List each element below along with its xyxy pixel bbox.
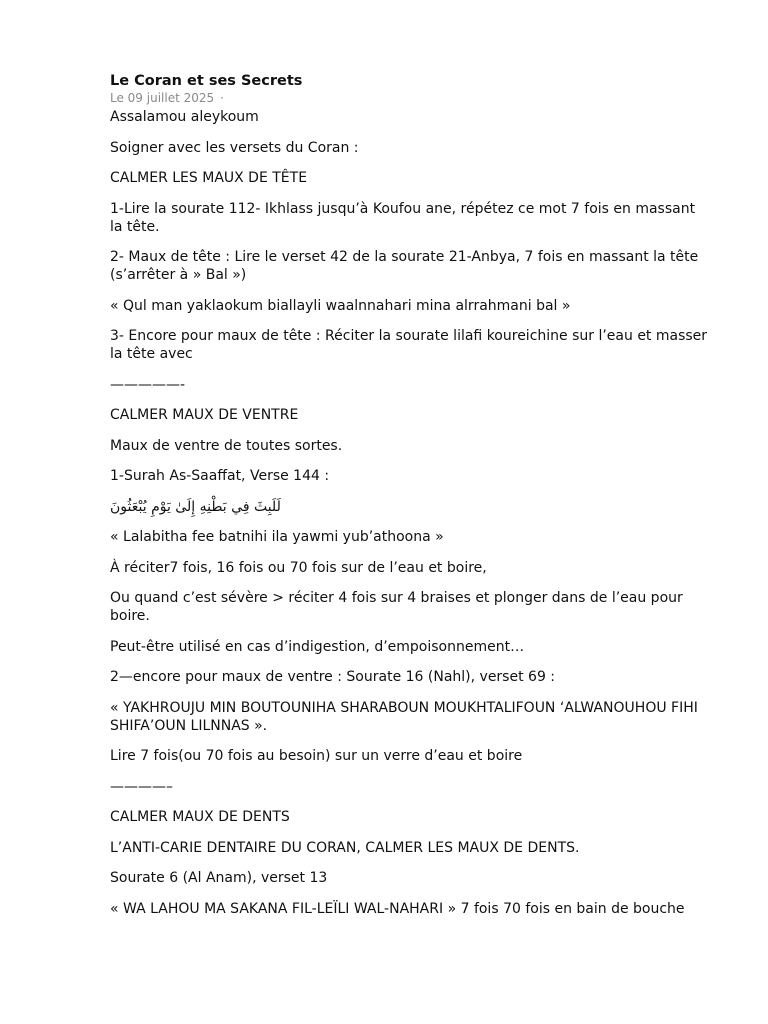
arabic-verse-text: لَلَبِثَ فِي بَطْنِهِ إِلَىٰ يَوْمِ يُبْعَثُونَ bbox=[110, 498, 281, 515]
paragraph: 2- Maux de tête : Lire le verset 42 de la sourate 21-Anbya, 7 fois en massant la tête (s’arrêter à » Bal ») bbox=[110, 249, 699, 283]
paragraph: « WA LAHOU MA SAKANA FIL-LEÏLI WAL-NAHARI » 7 fois 70 fois en bain de bouche bbox=[110, 900, 685, 917]
section-divider: ————– bbox=[110, 778, 173, 795]
section-heading-stomach: CALMER MAUX DE VENTRE bbox=[110, 407, 299, 423]
section-heading-head: CALMER LES MAUX DE TÊTE bbox=[110, 170, 308, 186]
article-title: Le Coran et ses Secrets bbox=[110, 73, 303, 89]
paragraph: 2—encore pour maux de ventre : Sourate 16 (Nahl), verset 69 : bbox=[110, 669, 556, 685]
paragraph: Ou quand c’est sévère > réciter 4 fois sur 4 braises et plonger dans de l’eau pour boire. bbox=[110, 590, 683, 624]
paragraph: Lire 7 fois(ou 70 fois au besoin) sur un verre d’eau et boire bbox=[110, 748, 523, 764]
paragraph: 1-Surah As-Saaffat, Verse 144 : bbox=[110, 468, 330, 484]
meta-separator: · bbox=[220, 91, 224, 105]
paragraph: Peut-être utilisé en cas d’indigestion, d’empoisonnement… bbox=[110, 638, 525, 655]
paragraph: Maux de ventre de toutes sortes. bbox=[110, 437, 343, 454]
paragraph: L’ANTI-CARIE DENTAIRE DU CORAN, CALMER LES MAUX DE DENTS. bbox=[110, 839, 580, 856]
paragraph: « Lalabitha fee batnihi ila yawmi yub’athoona » bbox=[110, 529, 444, 545]
paragraph: Sourate 6 (Al Anam), verset 13 bbox=[110, 870, 328, 886]
article-date: Le 09 juillet 2025 bbox=[110, 91, 215, 105]
article-meta bbox=[110, 91, 710, 106]
paragraph: 3- Encore pour maux de tête : Réciter la sourate lilafi koureichine sur l’eau et masser la tête avec bbox=[110, 328, 708, 362]
section-heading-teeth: CALMER MAUX DE DENTS bbox=[110, 809, 290, 825]
article bbox=[110, 72, 710, 930]
paragraph: « YAKHROUJU MIN BOUTOUNIHA SHARABOUN MOUKHTALIFOUN ‘ALWANOUHOU FIHI SHIFA’OUN LILNNAS ». bbox=[110, 699, 698, 734]
greeting: Assalamou aleykoum bbox=[110, 109, 259, 125]
intro-text: Soigner avec les versets du Coran : bbox=[110, 139, 359, 156]
arabic-verse bbox=[110, 498, 710, 516]
section-divider: —————- bbox=[110, 376, 186, 393]
paragraph: À réciter7 fois, 16 fois ou 70 fois sur de l’eau et boire, bbox=[110, 559, 487, 576]
paragraph: 1-Lire la sourate 112- Ikhlass jusqu’à Koufou ane, répétez ce mot 7 fois en massant la tête. bbox=[110, 200, 696, 235]
paragraph: « Qul man yaklaokum biallayli waalnnahari mina alrrahmani bal » bbox=[110, 297, 571, 314]
